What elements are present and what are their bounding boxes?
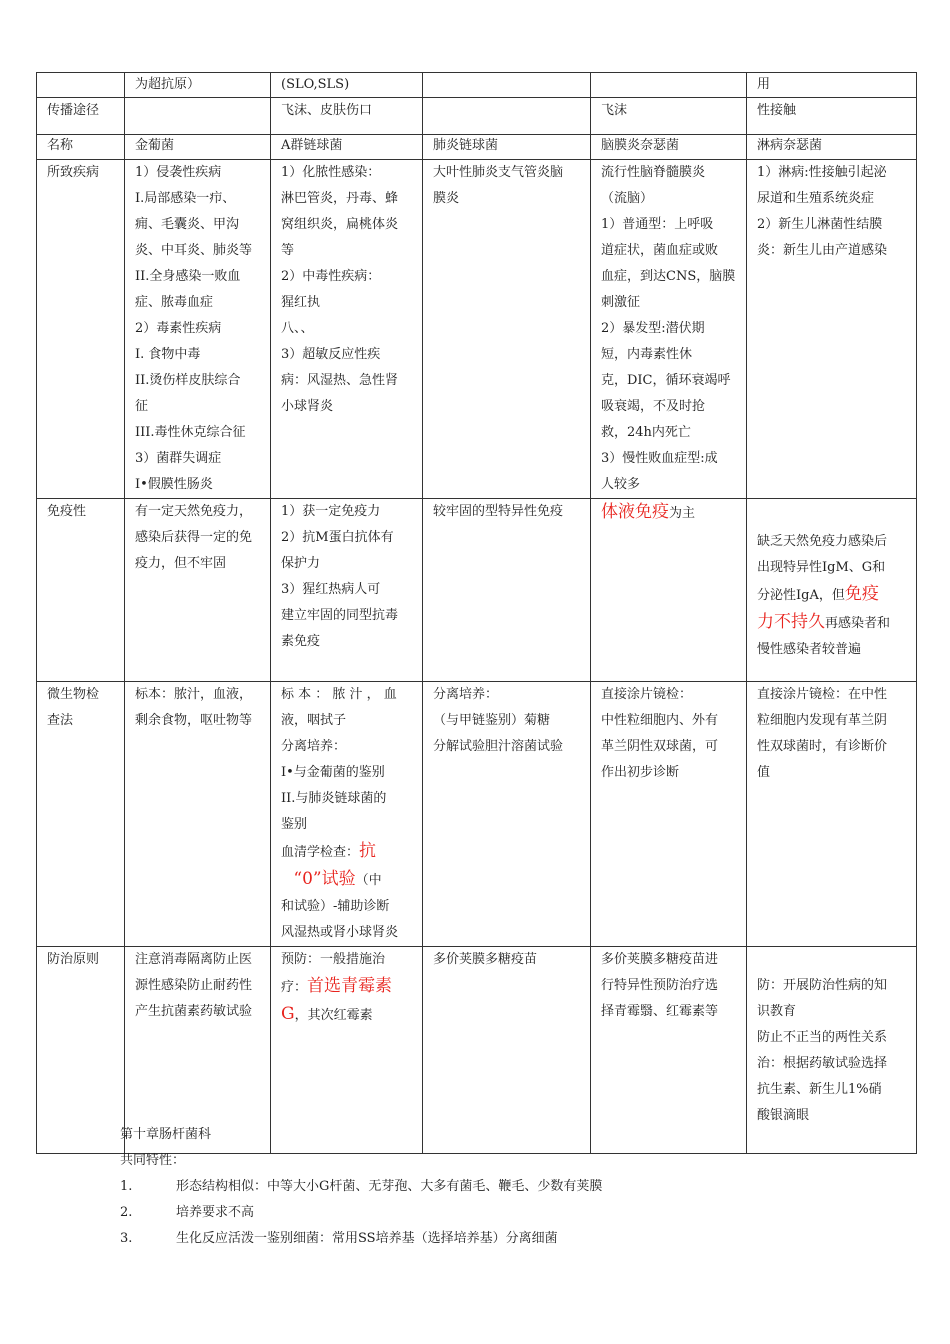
text-line: 建立牢固的同型抗毒	[281, 608, 399, 623]
table-row-disease	[37, 160, 917, 499]
text-line: 治：根据药敏试验选择	[757, 1056, 888, 1071]
header-pneumococcus: 肺炎链球菌	[423, 135, 591, 160]
text-fragment: ，其次红霉素	[294, 1008, 373, 1023]
cell: 飞沫	[591, 98, 747, 135]
text-line: 微生物检	[47, 687, 100, 702]
text-line: 症、脓毒血症	[135, 295, 214, 310]
text-line: 性双球菌时，有诊断价	[757, 739, 888, 754]
text-line: 刺激征	[601, 295, 641, 310]
text-line: III.毒性休克综合征	[135, 425, 246, 440]
text-line: 流行性脑脊髓膜炎	[601, 165, 706, 180]
text-line: 八、、	[281, 321, 314, 336]
row-label-microbiology	[37, 682, 125, 947]
text-line: 血症，到达CNS，脑膜	[601, 269, 736, 284]
text-line: 粒细胞内发现有革兰阴	[757, 713, 888, 728]
list-item	[120, 1200, 255, 1226]
cell: 性接触	[747, 98, 917, 135]
text-line: （与甲链鉴别）菊糖	[433, 713, 551, 728]
text-line: 作出初步诊断	[601, 765, 680, 780]
text-line: II.全身感染一败血	[135, 269, 241, 284]
text-line: 3）超敏反应性疾	[281, 347, 381, 362]
text-line: 标 本 ： 脓 汁 ， 血	[281, 687, 397, 702]
text-line: 1）普通型：上呼吸	[601, 217, 714, 232]
text-line	[281, 866, 418, 894]
highlight-text: 免疫	[844, 584, 879, 604]
text-line: I.局部感染一疖、	[135, 191, 236, 206]
text-line: 1）获一定免疫力	[281, 504, 381, 519]
text-line: 行特异性预防治疗选	[601, 978, 719, 993]
cell-micro-strep-a	[271, 682, 423, 947]
cell-disease-meningococcus	[591, 160, 747, 499]
text-line: 2）暴发型:潜伏期	[601, 321, 705, 336]
cell-prev-meningococcus	[591, 947, 747, 1154]
text-fragment: 分泌性IgA，但	[757, 588, 845, 603]
text-line: 分离培养：	[281, 739, 347, 754]
text-fragment: 疗：	[281, 980, 308, 995]
text-line: I•假膜性肠炎	[135, 477, 213, 492]
text-line: 1）化脓性感染：	[281, 165, 381, 180]
text-line: 疫力，但不牢固	[135, 556, 227, 571]
header-name: 名称	[37, 135, 125, 160]
text-line: 痈、毛囊炎、甲沟	[135, 217, 240, 232]
text-line: 慢性感染者较普遍	[757, 642, 862, 657]
text-line: 查法	[47, 713, 74, 728]
cell-immunity-meningococcus	[591, 499, 747, 682]
cell	[423, 98, 591, 135]
cell-immunity-pneumococcus	[423, 499, 591, 682]
cell-immunity-gonococcus	[747, 499, 917, 682]
text-line: I. 食物中毒	[135, 347, 201, 362]
list-number: 1.	[120, 1179, 133, 1194]
text-line: 和试验）-辅助诊断	[281, 899, 390, 914]
table-header-row	[37, 135, 917, 160]
text-line: 缺乏天然免疫力感染后	[757, 534, 888, 549]
text-line: 素免疫	[281, 634, 321, 649]
text-line: 预防：一般措施治	[281, 952, 386, 967]
text-line: 防：开展防治性病的知	[757, 978, 888, 993]
section-subtitle: 共同特性：	[120, 1153, 186, 1168]
text-line: 直接涂片镜检：	[601, 687, 693, 702]
cell-immunity-strep-a	[271, 499, 423, 682]
text-line: 1）侵袭性疾病	[135, 165, 222, 180]
text-line: 分解试验胆汁溶菌试验	[433, 739, 564, 754]
row-label-transmission: 传播途径	[37, 98, 125, 135]
text-line: 风湿热或肾小球肾炎	[281, 925, 399, 940]
list-text: 培养要求不高	[176, 1205, 255, 1220]
text-line: 3）菌群失调症	[135, 451, 222, 466]
list-number: 3.	[120, 1231, 133, 1246]
text-line	[281, 1001, 418, 1029]
cell-micro-meningococcus	[591, 682, 747, 947]
text-line: I•与金葡菌的鉴别	[281, 765, 385, 780]
text-line: 尿道和生殖系统炎症	[757, 191, 875, 206]
bacteria-comparison-table	[36, 72, 917, 1154]
highlight-text: “0”试验	[293, 869, 356, 889]
text-line: 炎、中耳炎、肺炎等	[135, 243, 253, 258]
text-line: 较牢固的型特异性免疫	[433, 504, 564, 519]
row-label-disease: 所致疾病	[37, 160, 125, 499]
list-text: 形态结构相似：中等大小G杆菌、无芽孢、大多有菌毛、鞭毛、少数有荚膜	[176, 1179, 603, 1194]
cell-micro-pneumococcus	[423, 682, 591, 947]
text-line: 感染后获得一定的免	[135, 530, 253, 545]
cell-micro-gonococcus	[747, 682, 917, 947]
cell	[125, 98, 271, 135]
highlight-text: 抗	[359, 841, 377, 861]
list-number: 2.	[120, 1205, 133, 1220]
text-line: 抗生素、新生儿1%硝	[757, 1082, 882, 1097]
text-line: 3）慢性败血症型:成	[601, 451, 718, 466]
cell: 飞沫、皮肤伤口	[271, 98, 423, 135]
table-row-microbiology	[37, 682, 917, 947]
cell-prev-gonococcus	[747, 947, 917, 1154]
text-line: 识教育	[757, 1004, 797, 1019]
list-item	[120, 1226, 558, 1252]
text-line: 大叶性肺炎支气管炎脑	[433, 165, 564, 180]
header-gonococcus: 淋病奈瑟菌	[747, 135, 917, 160]
text-line: 2）新生儿淋菌性结膜	[757, 217, 883, 232]
highlight-text: 首选青霉素	[307, 976, 393, 996]
table-row-continued	[37, 73, 917, 98]
chapter-heading: 第十章肠杆菌科	[120, 1127, 212, 1142]
header-meningococcus: 脑膜炎奈瑟菌	[591, 135, 747, 160]
text-line: 窝组织炎，扁桃体炎	[281, 217, 399, 232]
text-fragment: 为主	[669, 506, 696, 521]
cell-disease-staph	[125, 160, 271, 499]
text-line: 病：风湿热、急性肾	[281, 373, 399, 388]
text-line: 吸衰竭，不及时抢	[601, 399, 706, 414]
text-line: 出现特异性IgM、G和	[757, 560, 886, 575]
text-line: 救，24h内死亡	[601, 425, 691, 440]
text-line: 炎：新生儿由产道感染	[757, 243, 888, 258]
text-line: 直接涂片镜检：在中性	[757, 687, 888, 702]
text-line: 革兰阴性双球菌，可	[601, 739, 719, 754]
text-line: 短，内毒素性休	[601, 347, 693, 362]
cell: (SLO,SLS)	[271, 73, 423, 98]
text-line	[601, 499, 742, 527]
text-line: 小球肾炎	[281, 399, 334, 414]
cell-disease-strep-a	[271, 160, 423, 499]
text-line: 有一定天然免疫力，	[135, 504, 253, 519]
text-line: 道症状，菌血症或败	[601, 243, 719, 258]
cell-prev-strep-a	[271, 947, 423, 1154]
text-line: 标本：脓汁，血液，	[135, 687, 253, 702]
text-line: 值	[757, 765, 771, 780]
table-row-transmission	[37, 98, 917, 135]
text-fragment: 血清学检查：	[281, 845, 360, 860]
chapter-section	[120, 1122, 603, 1252]
text-line: 3）猩红热病人可	[281, 582, 381, 597]
text-line: 猩红执	[281, 295, 321, 310]
text-line: 多价荚膜多糖疫苗进	[601, 952, 719, 967]
text-line: 保护力	[281, 556, 321, 571]
cell	[37, 73, 125, 98]
text-line: 防止不正当的两性关系	[757, 1030, 888, 1045]
highlight-text: 力不持久	[757, 612, 825, 632]
text-line: 注意消毒隔离防止医	[135, 952, 253, 967]
text-line: 产生抗菌素药敏试验	[135, 1004, 253, 1019]
text-line: 分离培养：	[433, 687, 499, 702]
text-line: 酸银滴眼	[757, 1108, 810, 1123]
table-row-immunity	[37, 499, 917, 682]
text-line: 择青霉翳、红霉素等	[601, 1004, 719, 1019]
text-line: 人较多	[601, 477, 641, 492]
text-line: II.烫伤样皮肤综合	[135, 373, 241, 388]
list-item	[120, 1174, 603, 1200]
text-line: 克，DIC，循环衰竭呼	[601, 373, 731, 388]
text-line: 液，咽拭子	[281, 713, 347, 728]
text-line	[757, 609, 912, 637]
text-line: 2）中毒性疾病：	[281, 269, 381, 284]
text-line	[281, 973, 418, 1001]
cell-micro-staph	[125, 682, 271, 947]
text-fragment: （中	[355, 873, 382, 888]
cell	[591, 73, 747, 98]
highlight-text: G	[281, 1004, 295, 1024]
cell-prev-pneumococcus	[423, 947, 591, 1154]
cell-immunity-staph	[125, 499, 271, 682]
cell	[423, 73, 591, 98]
row-label-immunity: 免疫性	[37, 499, 125, 682]
list-text: 生化反应活泼一鉴别细菌：常用SS培养基（选择培养基）分离细菌	[176, 1231, 558, 1246]
text-line: 源性感染防止耐药性	[135, 978, 253, 993]
text-line: 中性粒细胞内、外有	[601, 713, 719, 728]
text-line: 2）毒素性疾病	[135, 321, 222, 336]
text-line	[757, 581, 912, 609]
text-line: 淋巴管炎，丹毒、蜂	[281, 191, 399, 206]
text-fragment: 再感染者和	[825, 616, 891, 631]
text-line: 膜炎	[433, 191, 460, 206]
text-line: 等	[281, 243, 295, 258]
row-label-prevention: 防治原则	[37, 947, 125, 1154]
text-line: 2）抗M蛋白抗体有	[281, 530, 394, 545]
cell: 用	[747, 73, 917, 98]
cell-disease-pneumococcus	[423, 160, 591, 499]
highlight-text: 体液免疫	[601, 502, 669, 522]
cell-disease-gonococcus	[747, 160, 917, 499]
header-strep-a: A群链球菌	[271, 135, 423, 160]
text-line: 剩余食物，呕吐物等	[135, 713, 253, 728]
text-line: II.与肺炎链球菌的	[281, 791, 387, 806]
text-line: 1）淋病:性接触引起泌	[757, 165, 887, 180]
text-line: 征	[135, 399, 149, 414]
text-line: 多价荚膜多糖疫苗	[433, 952, 538, 967]
header-staph: 金葡菌	[125, 135, 271, 160]
text-line: （流脑）	[601, 191, 654, 206]
text-line: 鉴别	[281, 817, 308, 832]
text-line	[281, 838, 418, 866]
cell: 为超抗原）	[125, 73, 271, 98]
